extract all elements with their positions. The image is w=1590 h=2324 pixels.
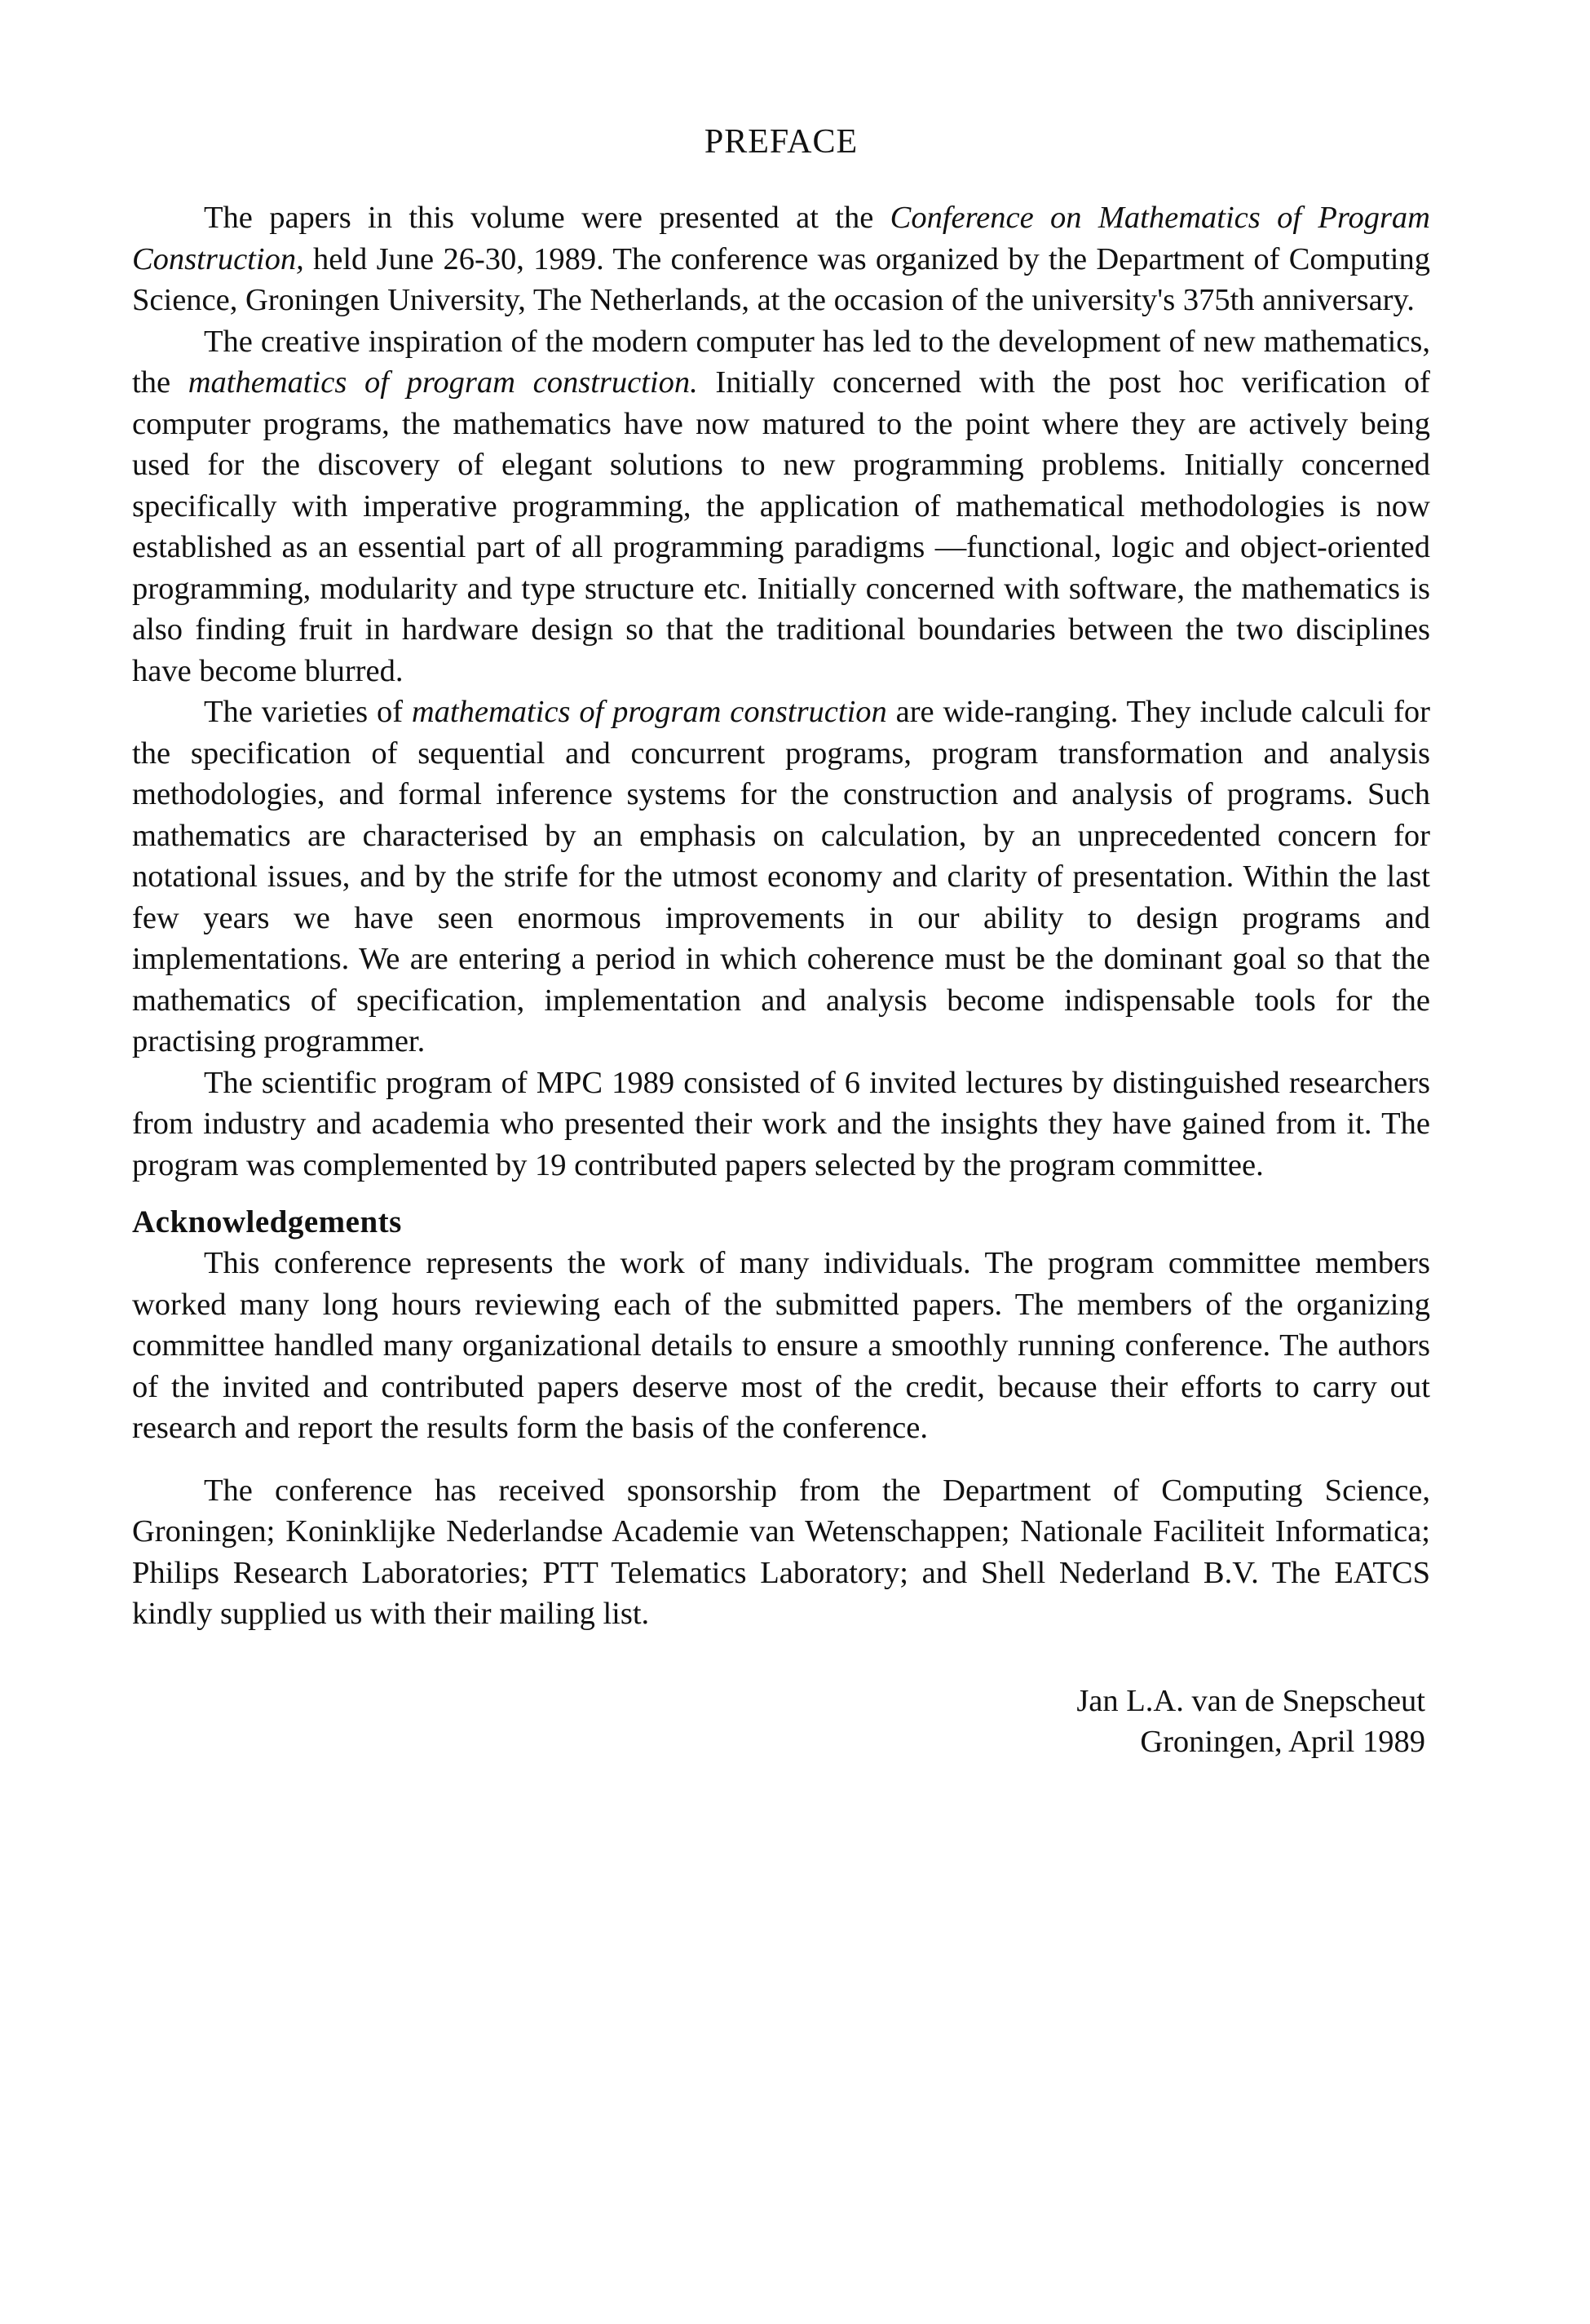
preface-page xyxy=(132,122,1430,1762)
paragraph-sponsorship: The conference has received sponsorship from the Department of Computing Science, Groningen; Koninklijke Nederlandse Academie van Wetenschappen; Nationale Faciliteit Informatica; Philips Research Laboratories; PTT Telematics Laboratory; and Shell Nederland B.V. The EATCS kindly supplied us with their mailing list. xyxy=(132,1473,1430,1631)
text-span: The creative inspiration of the modern computer has led to the development of new mathematics, the xyxy=(132,324,1430,400)
signature-block xyxy=(132,1681,1430,1762)
text-span: are wide-ranging. They include calculi for the specification of sequential and concurrent programs, program transformation and analysis methodologies, and formal inference systems for the construction and analysis of programs. Such mathematics are characterised by an emphasis on calculation, by an unprecedented concern for notational issues, and by the strife for the utmost economy and clarity of presentation. Within the last few years we have seen enormous improvements in our ability to design programs and implementations. We are entering a period in which coherence must be the dominant goal so that the mathematics of specification, implementation and analysis become indispensable tools for the practising programmer. xyxy=(132,695,1430,1058)
emphasis-italic: mathematics of program construction xyxy=(411,695,887,729)
page-title: PREFACE xyxy=(704,123,859,161)
signature-place-date: Groningen, April 1989 xyxy=(1140,1724,1425,1759)
paragraph-conference-intro xyxy=(132,197,1430,321)
paragraph-scientific-program: The scientific program of MPC 1989 consisted of 6 invited lectures by distinguished researchers from industry and academia who presented their work and the insights they have gained from it. The program was complemented by 19 contributed papers selected by the program committee. xyxy=(132,1065,1430,1182)
paragraph-gap xyxy=(132,1449,1430,1470)
acknowledgements-heading: Acknowledgements xyxy=(132,1204,402,1239)
text-span: The papers in this volume were presented at the xyxy=(204,201,890,235)
paragraph-acknowledgements: This conference represents the work of many individuals. The program committee members worked many long hours reviewing each of the submitted papers. The members of the organizing committee handled many organizational details to ensure a smoothly running conference. The authors of the invited and contributed papers deserve most of the credit, because their efforts to carry out research and report the results form the basis of the conference. xyxy=(132,1246,1430,1445)
paragraph-varieties xyxy=(132,691,1430,1063)
paragraph-creative-inspiration xyxy=(132,321,1430,692)
conference-name-italic: Conference on Mathematics of Program Construction, xyxy=(132,201,1430,276)
text-span: Initially concerned with the post hoc verification of computer programs, the mathematics have now matured to the point where they are actively being used for the discovery of elegant solutions to new programming problems. Initially concerned specifically with imperative programming, the application of mathematical methodologies is now established as an essential part of all programming paradigms —functional, logic and object-oriented programming, modularity and type structure etc. Initially concerned with software, the mathematics is also finding fruit in hardware design so that the traditional boundaries between the two disciplines have become blurred. xyxy=(132,365,1430,688)
text-span: held June 26-30, 1989. The conference was organized by the Department of Computing Science, Groningen University, The Netherlands, at the occasion of the university's 375th anniversary. xyxy=(132,241,1430,317)
emphasis-italic: mathematics of program construction. xyxy=(188,365,698,400)
text-span: The varieties of xyxy=(204,695,412,729)
signature-name: Jan L.A. van de Snepscheut xyxy=(1076,1683,1425,1718)
